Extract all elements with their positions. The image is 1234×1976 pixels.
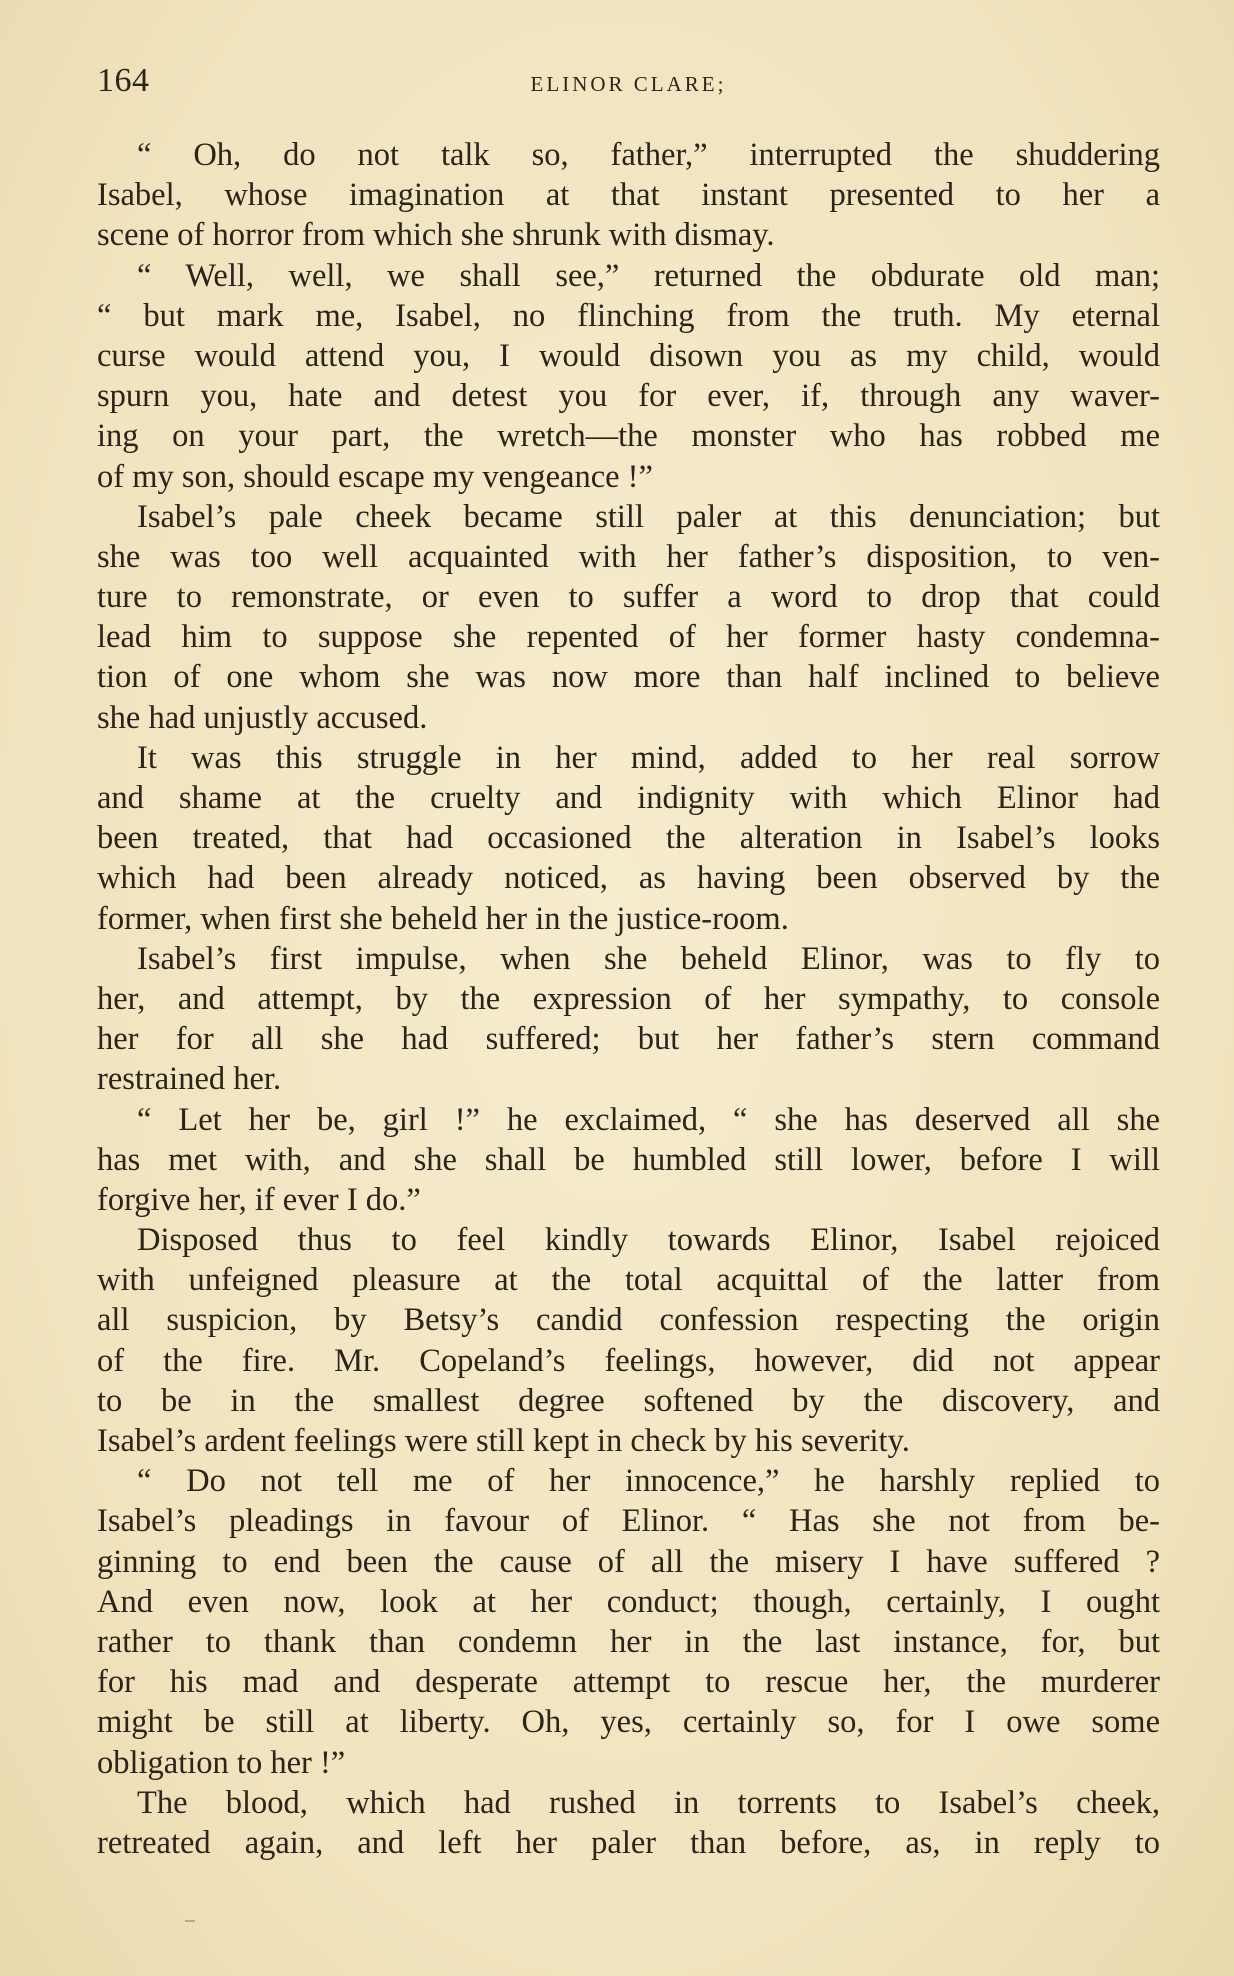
text-line: “ Do not tell me of her innocence,” he harshly replied to	[137, 1463, 1160, 1500]
text-line: “ Let her be, girl !” he exclaimed, “ she has deserved all she	[137, 1101, 1160, 1138]
running-title: ELINOR CLARE;	[530, 72, 727, 96]
text-line: of the fire. Mr. Copeland’s feelings, however, did not appear	[97, 1342, 1160, 1379]
text-line: and shame at the cruelty and indignity with which Elinor had	[97, 780, 1160, 816]
text-line: she had unjustly accused.	[97, 699, 428, 736]
text-line: Isabel’s pleadings in favour of Elinor. “ Has she not from be-	[97, 1503, 1160, 1540]
text-line: lead him to suppose she repented of her former hasty condemna-	[97, 619, 1160, 656]
text-line: with unfeigned pleasure at the total acquittal of the latter from	[97, 1262, 1160, 1299]
page-header	[97, 62, 1160, 110]
text-line: obligation to her !”	[97, 1744, 346, 1781]
text-line: tion of one whom she was now more than half inclined to believe	[97, 659, 1160, 696]
text-line: Disposed thus to feel kindly towards Elinor, Isabel rejoiced	[137, 1222, 1160, 1259]
text-line: It was this struggle in her mind, added to her real sorrow	[137, 739, 1160, 776]
text-line: ing on your part, the wretch—the monster who has robbed me	[97, 418, 1160, 455]
page-number: 164	[97, 62, 150, 99]
text-line: all suspicion, by Betsy’s candid confession respecting the origin	[97, 1302, 1160, 1339]
body-text	[97, 135, 1160, 1863]
text-line: Isabel’s ardent feelings were still kept in check by his severity.	[97, 1423, 910, 1459]
text-line: “ but mark me, Isabel, no flinching from the truth. My eternal	[97, 297, 1160, 334]
text-line: “ Well, well, we shall see,” returned the obdurate old man;	[137, 257, 1160, 294]
text-line: ture to remonstrate, or even to suffer a word to drop that could	[97, 579, 1160, 616]
text-line: The blood, which had rushed in torrents to Isabel’s cheek,	[137, 1784, 1160, 1821]
text-line: Isabel’s first impulse, when she beheld Elinor, was to fly to	[137, 940, 1160, 977]
paper-speck	[185, 1920, 195, 1922]
text-line: curse would attend you, I would disown you as my child, would	[97, 337, 1160, 374]
text-line: Isabel’s pale cheek became still paler at this denunciation; but	[137, 498, 1160, 535]
text-line: restrained her.	[97, 1061, 282, 1098]
text-line: her for all she had suffered; but her father’s stern command	[97, 1021, 1160, 1058]
text-line: of my son, should escape my vengeance !”	[97, 458, 653, 495]
text-line: she was too well acquainted with her father’s disposition, to ven-	[97, 538, 1160, 575]
text-line: scene of horror from which she shrunk with dismay.	[97, 217, 775, 254]
text-line: for his mad and desperate attempt to rescue her, the murderer	[97, 1664, 1160, 1701]
text-line: might be still at liberty. Oh, yes, certainly so, for I owe some	[97, 1704, 1160, 1741]
text-line: Isabel, whose imagination at that instant presented to her a	[97, 177, 1160, 214]
text-line: “ Oh, do not talk so, father,” interrupted the shuddering	[137, 137, 1160, 173]
text-line: rather to thank than condemn her in the last instance, for, but	[97, 1623, 1160, 1660]
text-line: has met with, and she shall be humbled still lower, before I will	[97, 1141, 1160, 1178]
text-line: former, when first she beheld her in the justice-room.	[97, 900, 789, 937]
text-line: retreated again, and left her paler than before, as, in reply to	[97, 1824, 1160, 1861]
text-line: to be in the smallest degree softened by the discovery, and	[97, 1382, 1160, 1419]
text-line: which had been already noticed, as having been observed by the	[97, 860, 1160, 897]
text-line: And even now, look at her conduct; though, certainly, I ought	[97, 1583, 1160, 1620]
text-line: been treated, that had occasioned the alteration in Isabel’s looks	[97, 820, 1160, 857]
text-line: forgive her, if ever I do.”	[97, 1181, 421, 1218]
text-line: ginning to end been the cause of all the misery I have suffered ?	[97, 1543, 1160, 1580]
text-line: spurn you, hate and detest you for ever, if, through any waver-	[97, 378, 1160, 415]
text-line: her, and attempt, by the expression of her sympathy, to console	[97, 980, 1160, 1017]
